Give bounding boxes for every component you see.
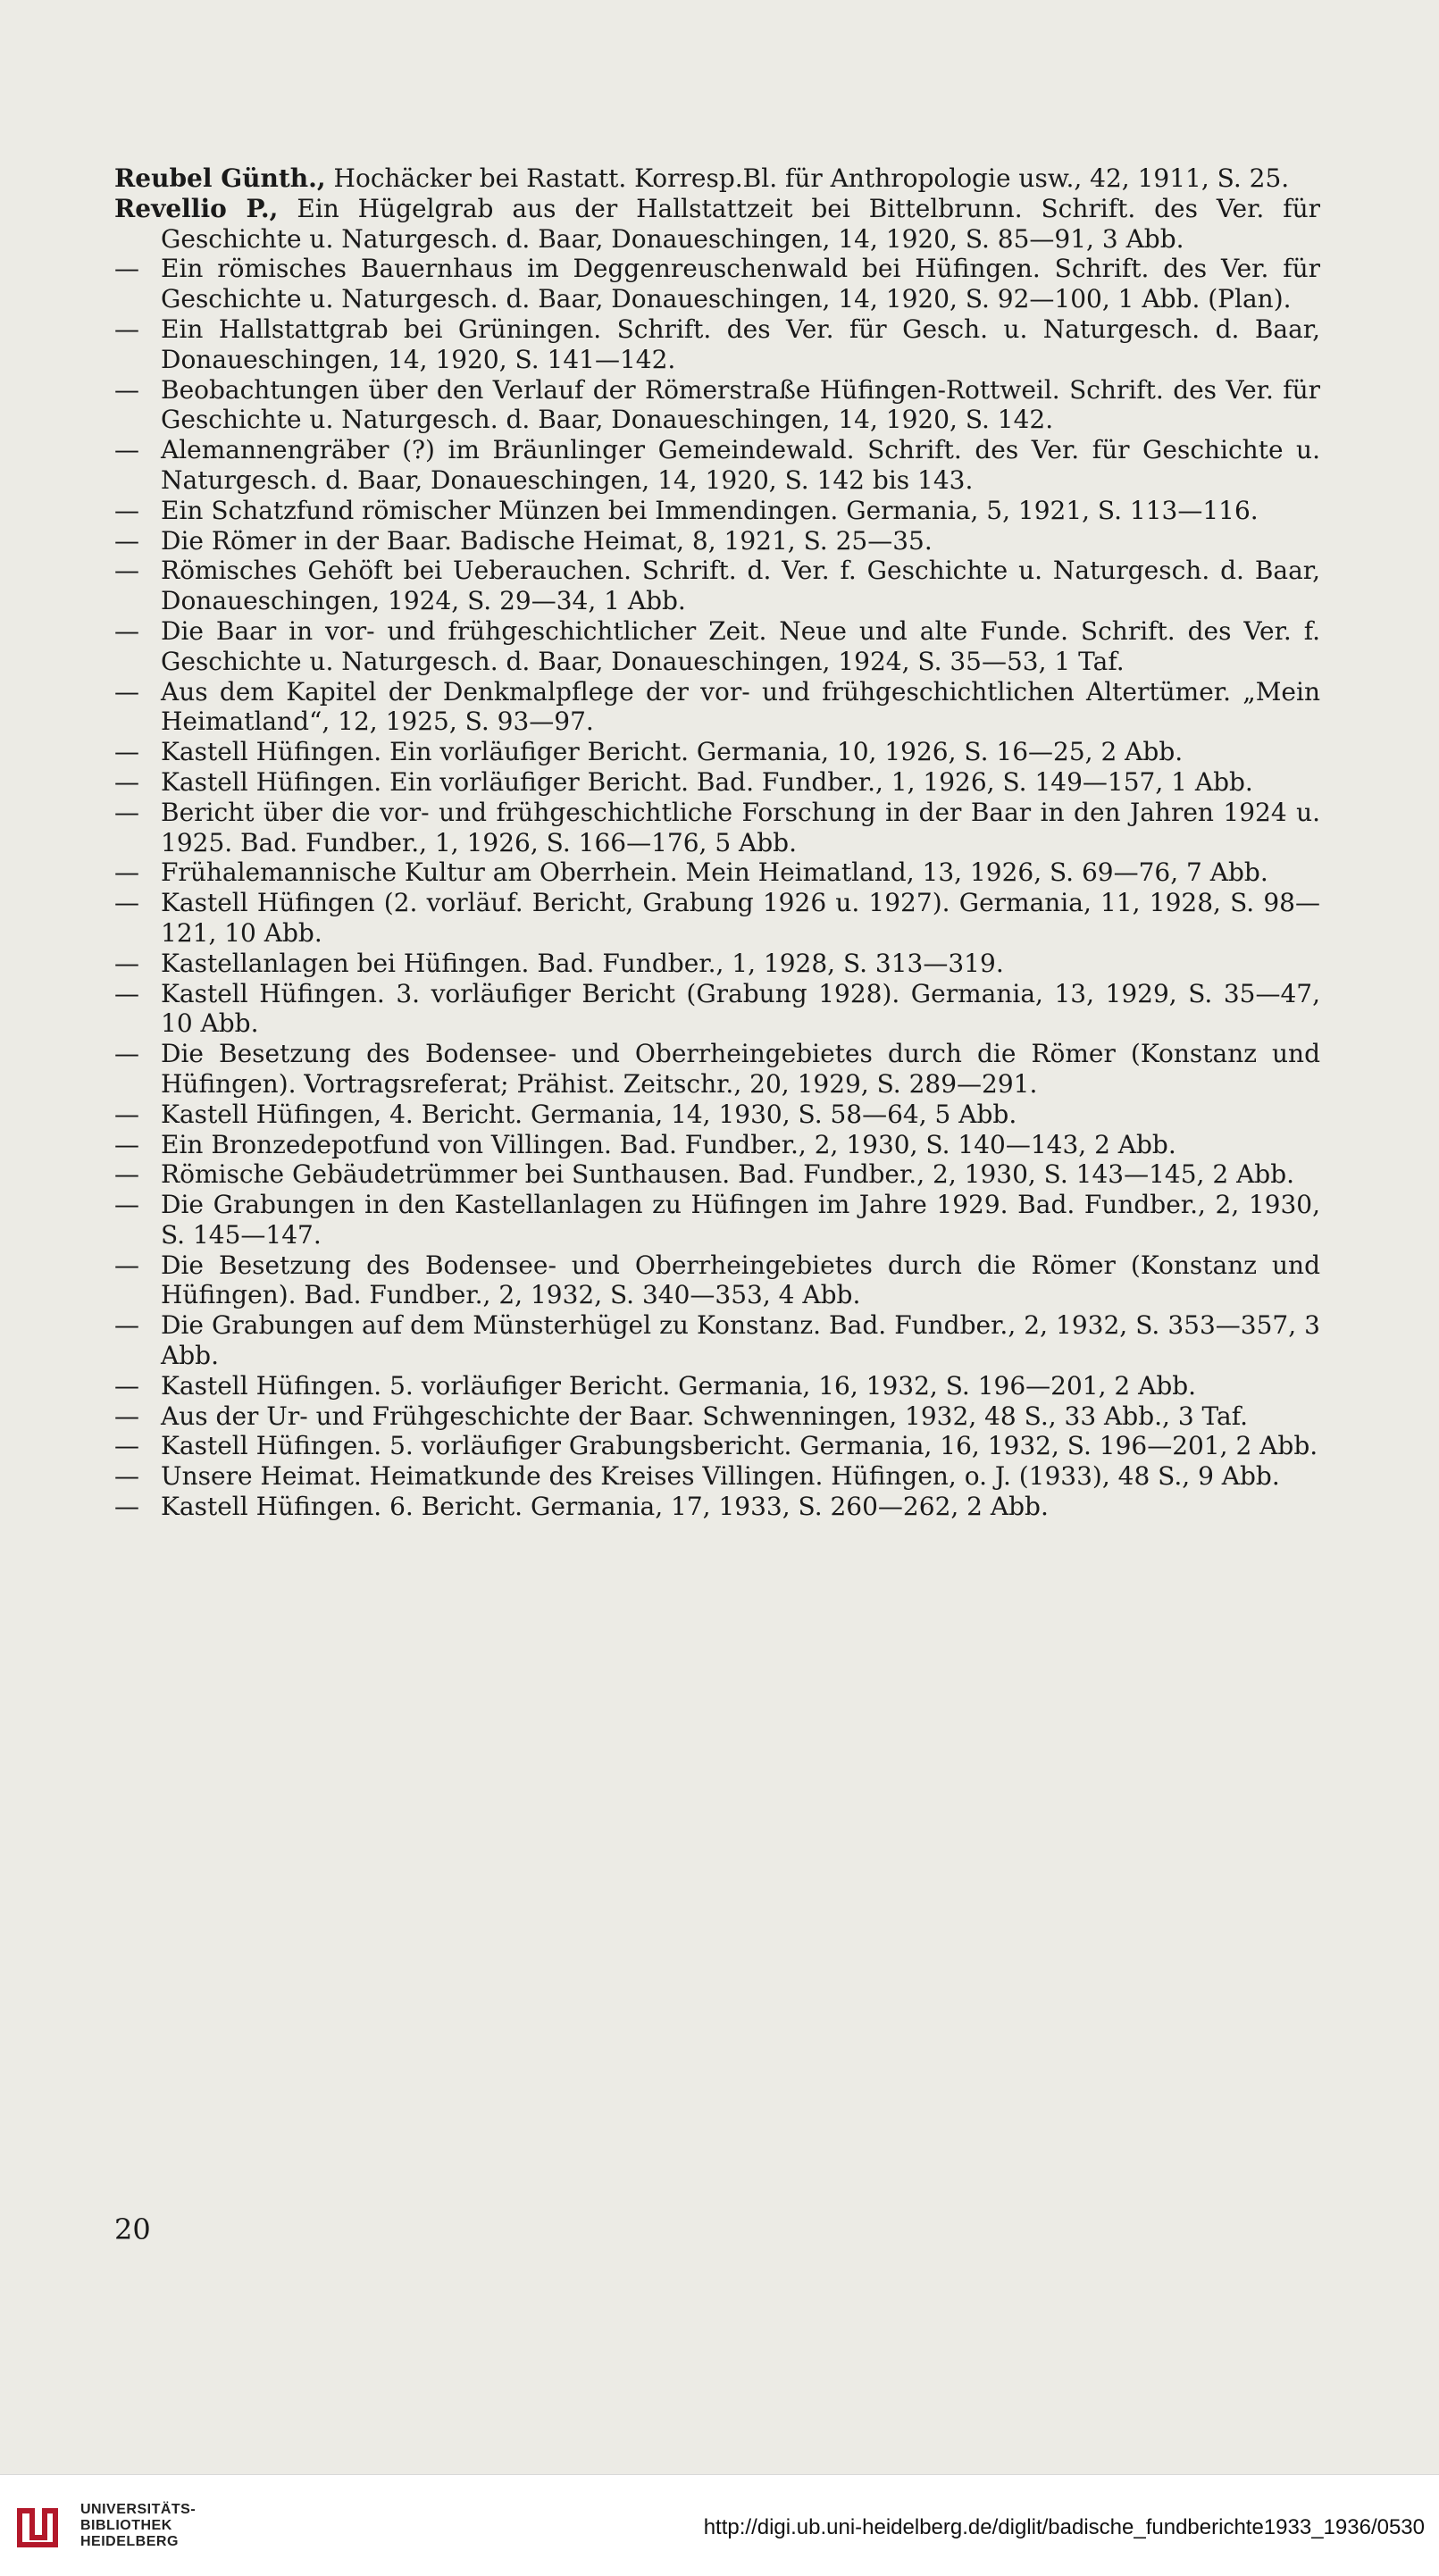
- bibliography-entry: [114, 435, 1320, 496]
- entry-dash: —: [114, 615, 139, 646]
- entry-text: Ein Schatzfund römischer Münzen bei Immendingen. Germania, 5, 1921, S. 113—116.: [161, 495, 1259, 525]
- bibliography-entry: [114, 857, 1320, 888]
- library-name-line-2: BIBLIOTHEK: [80, 2518, 172, 2533]
- entry-text: Die Besetzung des Bodensee- und Oberrheingebietes durch die Römer (Konstanz und Hüfingen). Bad. Fundber., 2, 1932, S. 340—353, 4 Abb.: [161, 1250, 1320, 1310]
- entry-dash: —: [114, 1370, 139, 1401]
- bibliography-entry: [114, 1371, 1320, 1401]
- entry-text: Die Besetzung des Bodensee- und Oberrheingebietes durch die Römer (Konstanz und Hüfingen). Vortragsreferat; Prähist. Zeitschr., 20, 1929, S. 289—291.: [161, 1039, 1320, 1099]
- entry-text: Ein Hallstattgrab bei Grüningen. Schrift. des Ver. für Gesch. u. Naturgesch. d. Baar, Donaueschingen, 14, 1920, S. 141—142.: [161, 314, 1320, 374]
- bibliography-entry: [114, 1100, 1320, 1130]
- entry-text: Die Römer in der Baar. Badische Heimat, 8, 1921, S. 25—35.: [161, 525, 933, 556]
- entry-dash: —: [114, 374, 139, 405]
- entry-text: Ein Bronzedepotfund von Villingen. Bad. Fundber., 2, 1930, S. 140—143, 2 Abb.: [161, 1129, 1176, 1159]
- entry-text: Aus der Ur- und Frühgeschichte der Baar. Schwenningen, 1932, 48 S., 33 Abb., 3 Taf.: [161, 1401, 1249, 1431]
- entry-dash: —: [114, 857, 139, 888]
- entry-author: Revellio P.,: [114, 193, 279, 223]
- bibliography-entry: [114, 616, 1320, 677]
- entry-text: Kastell Hüfingen (2. vorläuf. Bericht, Grabung 1926 u. 1927). Germania, 11, 1928, S. 98—121, 10 Abb.: [161, 888, 1320, 948]
- entry-text: Bericht über die vor- und frühgeschichtliche Forschung in der Baar in den Jahren 1924 u. 1925. Bad. Fundber., 1, 1926, S. 166—176, 5 Abb.: [161, 797, 1320, 857]
- entry-dash: —: [114, 1129, 139, 1159]
- entry-dash: —: [114, 766, 139, 797]
- bibliography-entry: [114, 1401, 1320, 1432]
- entry-text: Kastell Hüfingen. Ein vorläufiger Bericht. Bad. Fundber., 1, 1926, S. 149—157, 1 Abb.: [161, 766, 1253, 797]
- permalink-url[interactable]: http://digi.ub.uni-heidelberg.de/diglit/badische_fundberichte1933_1936/0530: [703, 2515, 1425, 2539]
- entry-dash: —: [114, 1159, 139, 1190]
- bibliography-entry: [114, 314, 1320, 375]
- entry-dash: —: [114, 254, 139, 284]
- bibliography-entry: [114, 677, 1320, 738]
- entry-text: Kastell Hüfingen. 3. vorläufiger Bericht (Grabung 1928). Germania, 13, 1929, S. 35—47, 10 Abb.: [161, 978, 1320, 1039]
- bibliography-entry: [114, 526, 1320, 556]
- entry-dash: —: [114, 495, 139, 525]
- bibliography-entry: [114, 496, 1320, 526]
- bibliography-entry: [114, 1461, 1320, 1492]
- entry-text: Unsere Heimat. Heimatkunde des Kreises Villingen. Hüfingen, o. J. (1933), 48 S., 9 Abb.: [161, 1461, 1280, 1492]
- entry-dash: —: [114, 1492, 139, 1522]
- entry-text: Römische Gebäudetrümmer bei Sunthausen. Bad. Fundber., 2, 1930, S. 143—145, 2 Abb.: [161, 1159, 1295, 1190]
- entry-text: Kastell Hüfingen, 4. Bericht. Germania, 14, 1930, S. 58—64, 5 Abb.: [161, 1099, 1017, 1129]
- viewer-footer: [0, 2474, 1439, 2576]
- entry-dash: —: [114, 556, 139, 586]
- bibliography-entry: [114, 194, 1320, 255]
- entry-text: Kastell Hüfingen. 5. vorläufiger Grabungsbericht. Germania, 16, 1932, S. 196—201, 2 Abb.: [161, 1431, 1318, 1461]
- entry-author: Reubel Günth.,: [114, 163, 326, 193]
- entry-dash: —: [114, 1461, 139, 1492]
- bibliography-entry: [114, 1190, 1320, 1250]
- bibliography-entry: [114, 1250, 1320, 1311]
- university-library-logo-icon[interactable]: [13, 2502, 63, 2552]
- bibliography-entry: [114, 767, 1320, 798]
- entry-dash: —: [114, 1250, 139, 1280]
- entry-dash: —: [114, 737, 139, 767]
- bibliography-entry: [114, 1310, 1320, 1371]
- entry-text: Frühalemannische Kultur am Oberrhein. Mein Heimatland, 13, 1926, S. 69—76, 7 Abb.: [161, 857, 1268, 888]
- entry-dash: —: [114, 314, 139, 344]
- entry-text: Beobachtungen über den Verlauf der Römerstraße Hüfingen-Rottweil. Schrift. des Ver. für Geschichte u. Naturgesch. d. Baar, Donaueschingen, 14, 1920, S. 142.: [161, 374, 1320, 435]
- entry-dash: —: [114, 1039, 139, 1069]
- entry-dash: —: [114, 888, 139, 918]
- entry-dash: —: [114, 525, 139, 556]
- entry-dash: —: [114, 435, 139, 465]
- entry-text: Kastell Hüfingen. Ein vorläufiger Bericht. Germania, 10, 1926, S. 16—25, 2 Abb.: [161, 737, 1184, 767]
- entry-dash: —: [114, 978, 139, 1008]
- bibliography-entry: [114, 1130, 1320, 1160]
- page-number: 20: [114, 2212, 151, 2246]
- entry-dash: —: [114, 1431, 139, 1461]
- entry-text: Ein römisches Bauernhaus im Deggenreuschenwald bei Hüfingen. Schrift. des Ver. für Geschichte u. Naturgesch. d. Baar, Donaueschingen, 14, 1920, S. 92—100, 1 Abb. (Plan).: [161, 254, 1320, 314]
- library-name-line-1: UNIVERSITÄTS-: [80, 2502, 197, 2517]
- bibliography-entry: [114, 888, 1320, 949]
- bibliography-entry: [114, 556, 1320, 616]
- bibliography-entry: [114, 1431, 1320, 1461]
- entry-text: Aus dem Kapitel der Denkmalpflege der vor- und frühgeschichtlichen Altertümer. „Mein Heimatland“, 12, 1925, S. 93—97.: [161, 676, 1320, 737]
- bibliography-entry: [114, 1159, 1320, 1190]
- entry-text: Kastellanlagen bei Hüfingen. Bad. Fundber., 1, 1928, S. 313—319.: [161, 948, 1004, 978]
- entry-dash: —: [114, 797, 139, 827]
- bibliography-entry: [114, 979, 1320, 1040]
- bibliography-entry: [114, 163, 1320, 194]
- entry-dash: —: [114, 948, 139, 978]
- entry-text: Die Baar in vor- und frühgeschichtlicher Zeit. Neue und alte Funde. Schrift. des Ver. f. Geschichte u. Naturgesch. d. Baar, Donaueschingen, 1924, S. 35—53, 1 Taf.: [161, 615, 1320, 676]
- library-name-line-3: HEIDELBERG: [80, 2534, 179, 2549]
- entry-text: Kastell Hüfingen. 5. vorläufiger Bericht. Germania, 16, 1932, S. 196—201, 2 Abb.: [161, 1370, 1197, 1401]
- entry-text: Die Grabungen auf dem Münsterhügel zu Konstanz. Bad. Fundber., 2, 1932, S. 353—357, 3 Abb.: [161, 1310, 1320, 1371]
- entry-dash: —: [114, 676, 139, 707]
- bibliography-list: [114, 163, 1320, 1522]
- bibliography-entry: [114, 949, 1320, 979]
- entry-dash: —: [114, 1310, 139, 1341]
- entry-text: Die Grabungen in den Kastellanlagen zu Hüfingen im Jahre 1929. Bad. Fundber., 2, 1930, S. 145—147.: [161, 1190, 1320, 1250]
- entry-dash: —: [114, 1401, 139, 1431]
- entry-text: Römisches Gehöft bei Ueberauchen. Schrift. d. Ver. f. Geschichte u. Naturgesch. d. Baar, Donaueschingen, 1924, S. 29—34, 1 Abb.: [161, 556, 1320, 616]
- bibliography-entry: [114, 737, 1320, 767]
- bibliography-entry: [114, 1492, 1320, 1522]
- library-name[interactable]: [80, 2502, 196, 2550]
- bibliography-entry: [114, 254, 1320, 314]
- bibliography-entry: [114, 375, 1320, 436]
- entry-text: Alemannengräber (?) im Bräunlinger Gemeindewald. Schrift. des Ver. für Geschichte u. Naturgesch. d. Baar, Donaueschingen, 14, 1920, S. 142 bis 143.: [161, 435, 1320, 495]
- entry-dash: —: [114, 1099, 139, 1129]
- entry-dash: —: [114, 1190, 139, 1220]
- bibliography-entry: [114, 798, 1320, 858]
- entry-text: Ein Hügelgrab aus der Hallstattzeit bei Bittelbrunn. Schrift. des Ver. für Geschichte u. Naturgesch. d. Baar, Donaueschingen, 14, 1920, S. 85—91, 3 Abb.: [161, 193, 1320, 254]
- bibliography-entry: [114, 1039, 1320, 1100]
- entry-text: Kastell Hüfingen. 6. Bericht. Germania, 17, 1933, S. 260—262, 2 Abb.: [161, 1492, 1049, 1522]
- entry-text: Hochäcker bei Rastatt. Korresp.Bl. für Anthropologie usw., 42, 1911, S. 25.: [325, 163, 1290, 193]
